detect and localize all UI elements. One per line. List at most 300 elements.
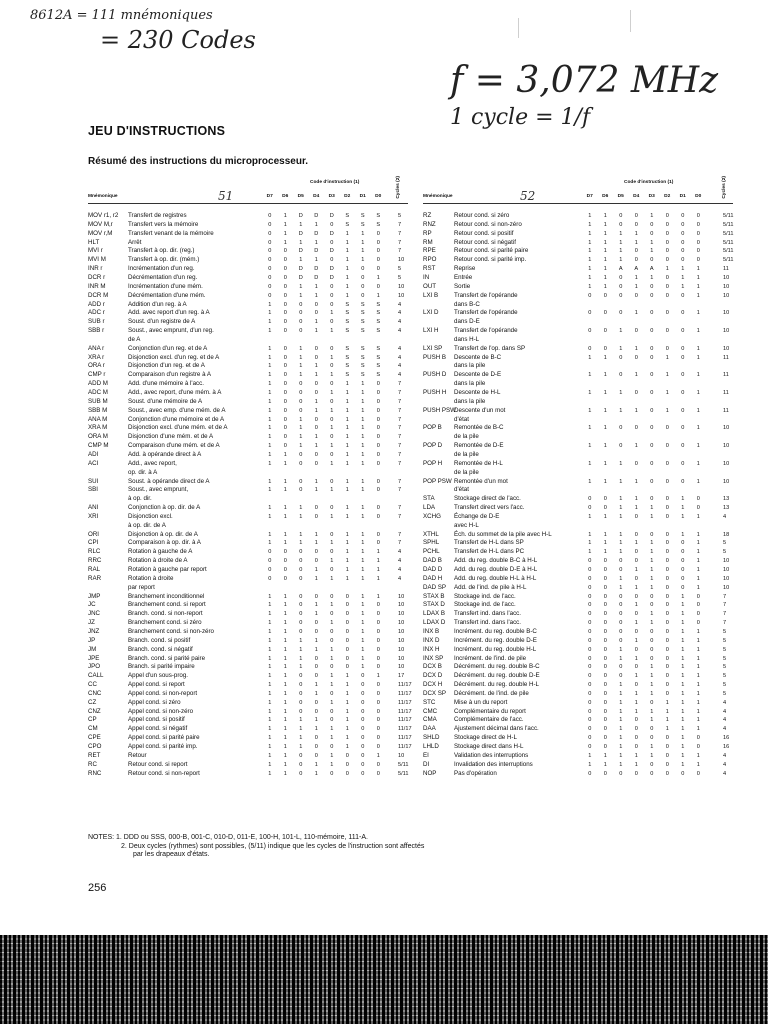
opcode-bit: 1 bbox=[330, 310, 334, 317]
row-description: Rotation à droite de A bbox=[128, 557, 188, 565]
row-cycles: 11 bbox=[723, 266, 729, 273]
opcode-bit: 1 bbox=[268, 717, 272, 724]
row-mnemonic: MOV M,r bbox=[88, 220, 113, 228]
row-cycles: 18 bbox=[723, 531, 730, 538]
opcode-bit: S bbox=[376, 319, 381, 326]
opcode-bit: 0 bbox=[619, 310, 623, 317]
row-mnemonic: LHLD bbox=[423, 743, 439, 750]
opcode-bit: 1 bbox=[345, 717, 349, 724]
opcode-bit: 0 bbox=[696, 735, 700, 742]
opcode-bit: 0 bbox=[634, 770, 638, 777]
opcode-bit: 1 bbox=[650, 620, 654, 627]
opcode-bit: 0 bbox=[345, 620, 349, 627]
opcode-bit: 1 bbox=[345, 443, 349, 450]
bit-header: D2 bbox=[344, 194, 351, 199]
row-mnemonic: POP D bbox=[423, 442, 443, 450]
opcode-bit: 0 bbox=[588, 575, 592, 582]
opcode-bit: 0 bbox=[299, 690, 303, 697]
row-cycles: 4 bbox=[398, 372, 402, 379]
opcode-bit: 1 bbox=[283, 655, 287, 662]
opcode-bit: 1 bbox=[268, 761, 272, 768]
opcode-bit: 1 bbox=[345, 248, 349, 255]
row-cycles: 7 bbox=[398, 230, 402, 237]
row-description: Appel cond. si zéro bbox=[128, 698, 181, 706]
opcode-bit: 1 bbox=[361, 620, 365, 627]
opcode-bit: 0 bbox=[376, 726, 380, 733]
opcode-bit: 0 bbox=[619, 664, 623, 671]
row-opcode-bits bbox=[582, 557, 706, 565]
row-opcode-bits bbox=[582, 566, 706, 574]
row-description: Transfert direct vers l'acc. bbox=[454, 504, 525, 512]
opcode-bit: 0 bbox=[376, 628, 380, 635]
opcode-bit: 1 bbox=[268, 664, 272, 671]
row-description: Transfert de l'op. dans SP bbox=[454, 344, 526, 352]
opcode-bit: 0 bbox=[665, 540, 669, 547]
row-description: d'état bbox=[454, 415, 469, 423]
opcode-bit: 1 bbox=[268, 726, 272, 733]
row-mnemonic: DAA bbox=[423, 725, 436, 733]
row-mnemonic: ADD M bbox=[88, 380, 108, 388]
opcode-bit: 0 bbox=[299, 558, 303, 565]
opcode-bit: 1 bbox=[361, 549, 365, 556]
opcode-bit: 1 bbox=[299, 434, 303, 441]
opcode-bit: 1 bbox=[283, 752, 287, 759]
row-opcode-bits bbox=[262, 504, 386, 512]
opcode-bit: S bbox=[360, 345, 365, 352]
row-description: Transfert à op. dir. (mém.) bbox=[128, 256, 200, 264]
opcode-bit: 1 bbox=[283, 620, 287, 627]
row-mnemonic: CPE bbox=[88, 734, 101, 742]
opcode-bit: 1 bbox=[681, 496, 685, 503]
row-mnemonic: XRI bbox=[88, 512, 99, 520]
row-cycles: 5 bbox=[723, 628, 727, 635]
opcode-bit: 1 bbox=[681, 531, 685, 538]
opcode-bit: 1 bbox=[696, 584, 700, 591]
opcode-bit: 0 bbox=[696, 505, 700, 512]
opcode-bit: 0 bbox=[619, 292, 623, 299]
row-mnemonic: SUB r bbox=[88, 318, 105, 326]
row-cycles: 5/11 bbox=[723, 221, 734, 228]
row-opcode-bits bbox=[582, 495, 706, 503]
opcode-bit: 0 bbox=[588, 602, 592, 609]
opcode-bit: 0 bbox=[330, 505, 334, 512]
opcode-bit: D bbox=[329, 230, 334, 237]
opcode-bit: 0 bbox=[634, 460, 638, 467]
row-cycles: 5/11 bbox=[398, 761, 409, 768]
opcode-bit: 1 bbox=[268, 381, 272, 388]
row-cycles: 10 bbox=[723, 345, 730, 352]
opcode-bit: 0 bbox=[665, 761, 669, 768]
opcode-bit: 1 bbox=[665, 354, 669, 361]
opcode-bit: 0 bbox=[299, 611, 303, 618]
opcode-bit: 0 bbox=[268, 292, 272, 299]
row-description: Échange de D-E bbox=[454, 512, 500, 520]
row-mnemonic: MOV r,M bbox=[88, 229, 113, 237]
opcode-bit: 1 bbox=[314, 363, 318, 370]
row-opcode-bits bbox=[262, 690, 386, 698]
row-cycles: 4 bbox=[723, 717, 727, 724]
opcode-bit: 1 bbox=[345, 558, 349, 565]
opcode-bit: 1 bbox=[665, 390, 669, 396]
row-opcode-bits bbox=[582, 371, 706, 379]
opcode-bit: 0 bbox=[681, 248, 685, 255]
opcode-bit: 1 bbox=[299, 744, 303, 750]
row-description: Comparaison à op. dir. à A bbox=[128, 539, 201, 547]
opcode-bit: 1 bbox=[299, 363, 303, 370]
opcode-bit: 0 bbox=[283, 319, 287, 326]
row-mnemonic: XRA r bbox=[88, 353, 105, 361]
opcode-bit: 1 bbox=[603, 239, 607, 246]
opcode-bit: 0 bbox=[376, 540, 380, 547]
opcode-bit: 1 bbox=[330, 513, 334, 520]
opcode-bit: 1 bbox=[283, 708, 287, 715]
opcode-bit: 1 bbox=[665, 699, 669, 706]
row-cycles: 11 bbox=[723, 407, 729, 414]
opcode-bit: 1 bbox=[283, 770, 287, 777]
opcode-bit: 1 bbox=[314, 398, 318, 405]
opcode-bit: 1 bbox=[330, 682, 334, 689]
row-description: à op. dir. de A bbox=[128, 521, 166, 529]
opcode-bit: 1 bbox=[268, 744, 272, 750]
opcode-bit: 1 bbox=[603, 283, 607, 290]
row-description: Stockage ind. de l'acc. bbox=[454, 601, 516, 609]
opcode-bit: 1 bbox=[634, 708, 638, 715]
row-description: d'état bbox=[454, 486, 469, 494]
row-description: Stockage ind. de l'acc. bbox=[454, 592, 516, 600]
opcode-bit: 0 bbox=[665, 328, 669, 335]
row-mnemonic: SUB M bbox=[88, 397, 108, 405]
opcode-bit: 0 bbox=[650, 496, 654, 503]
row-cycles: 11/17 bbox=[398, 717, 412, 724]
row-opcode-bits bbox=[582, 265, 706, 273]
opcode-bit: 1 bbox=[588, 443, 592, 450]
opcode-bit: 0 bbox=[330, 451, 334, 458]
note-line-3: par les drapeaux d'états. bbox=[133, 851, 210, 858]
opcode-bit: 0 bbox=[330, 478, 334, 485]
row-mnemonic: RC bbox=[88, 760, 97, 768]
right-header-cycles: Cycles (2) bbox=[722, 176, 727, 199]
row-mnemonic: SUI bbox=[88, 477, 99, 485]
opcode-bit: 0 bbox=[299, 381, 303, 388]
row-opcode-bits bbox=[582, 247, 706, 255]
opcode-bit: 0 bbox=[588, 310, 592, 317]
opcode-bit: 1 bbox=[299, 664, 303, 671]
opcode-bit: 1 bbox=[330, 372, 334, 379]
opcode-bit: 1 bbox=[619, 646, 623, 653]
opcode-bit: 0 bbox=[665, 221, 669, 228]
row-mnemonic: LXI H bbox=[423, 327, 439, 335]
opcode-bit: 1 bbox=[268, 345, 272, 352]
row-cycles: 17 bbox=[398, 673, 405, 680]
opcode-bit: 1 bbox=[634, 372, 638, 379]
opcode-bit: 1 bbox=[696, 761, 700, 768]
notes bbox=[88, 834, 424, 860]
row-description: Incrément. de l'ind. de pile bbox=[454, 654, 527, 662]
opcode-bit: 0 bbox=[376, 744, 380, 750]
opcode-bit: 1 bbox=[619, 735, 623, 742]
row-mnemonic: DCX D bbox=[423, 672, 443, 680]
row-mnemonic: SBB r bbox=[88, 327, 105, 335]
row-cycles: 5 bbox=[723, 673, 727, 680]
row-cycles: 5 bbox=[723, 637, 727, 644]
opcode-bit: 1 bbox=[681, 717, 685, 724]
row-cycles: 7 bbox=[398, 460, 402, 467]
opcode-bit: S bbox=[345, 372, 350, 379]
row-description: Retour cond. si négatif bbox=[454, 238, 516, 246]
row-opcode-bits bbox=[582, 690, 706, 698]
opcode-bit: 0 bbox=[376, 443, 380, 450]
opcode-bit: 1 bbox=[650, 513, 654, 520]
opcode-bit: 1 bbox=[634, 496, 638, 503]
opcode-bit: 1 bbox=[634, 274, 638, 281]
opcode-bit: 0 bbox=[603, 690, 607, 697]
row-opcode-bits bbox=[262, 460, 386, 468]
opcode-bit: 0 bbox=[650, 292, 654, 299]
row-description: Add. du reg. double D-E à H-L bbox=[454, 566, 538, 573]
opcode-bit: S bbox=[345, 345, 350, 352]
row-description: Add. à opérande direct à A bbox=[128, 450, 202, 458]
row-mnemonic: DAD H bbox=[423, 574, 443, 582]
opcode-bit: 0 bbox=[696, 620, 700, 627]
opcode-bit: 0 bbox=[619, 770, 623, 777]
opcode-bit: 1 bbox=[650, 752, 654, 759]
row-opcode-bits bbox=[262, 309, 386, 317]
opcode-bit: 1 bbox=[268, 390, 272, 396]
right-header-mnemonic: Mnémonique bbox=[423, 194, 453, 199]
row-cycles: 11 bbox=[723, 390, 729, 396]
opcode-bit: 1 bbox=[588, 549, 592, 556]
opcode-bit: 1 bbox=[619, 752, 623, 759]
opcode-bit: 0 bbox=[376, 682, 380, 689]
row-mnemonic: JNC bbox=[88, 610, 101, 618]
row-description: Décrément. du reg. double H-L bbox=[454, 681, 539, 689]
opcode-bit: 0 bbox=[283, 381, 287, 388]
opcode-bit: 1 bbox=[283, 637, 287, 644]
row-mnemonic: DI bbox=[423, 760, 430, 768]
opcode-bit: 0 bbox=[588, 345, 592, 352]
row-description: Soust., avec emprunt, bbox=[128, 486, 189, 494]
opcode-bit: 1 bbox=[634, 637, 638, 644]
opcode-bit: 0 bbox=[650, 310, 654, 317]
opcode-bit: 0 bbox=[268, 567, 272, 573]
opcode-bit: 0 bbox=[283, 398, 287, 405]
opcode-bit: 0 bbox=[681, 407, 685, 414]
row-cycles: 5 bbox=[723, 540, 727, 547]
row-description: Soust. d'un registre de A bbox=[128, 318, 196, 326]
opcode-bit: 1 bbox=[361, 593, 365, 600]
opcode-bit: 0 bbox=[665, 646, 669, 653]
row-cycles: 7 bbox=[398, 407, 402, 414]
opcode-bit: 1 bbox=[603, 531, 607, 538]
opcode-bit: 1 bbox=[634, 690, 638, 697]
opcode-bit: 1 bbox=[299, 513, 303, 520]
opcode-bit: 0 bbox=[696, 611, 700, 618]
row-description: Disjonction excl. d'un reg. et de A bbox=[128, 353, 220, 361]
row-cycles: 4 bbox=[723, 752, 727, 759]
opcode-bit: 1 bbox=[603, 266, 607, 273]
opcode-bit: 0 bbox=[650, 328, 654, 335]
row-mnemonic: PCHL bbox=[423, 548, 440, 556]
opcode-bit: 0 bbox=[330, 239, 334, 246]
opcode-bit: 0 bbox=[665, 575, 669, 582]
opcode-bit: 1 bbox=[376, 673, 380, 680]
row-opcode-bits bbox=[582, 292, 706, 300]
opcode-bit: 1 bbox=[314, 726, 318, 733]
row-description: Retour cond. si non-zéro bbox=[454, 220, 522, 228]
row-opcode-bits bbox=[582, 672, 706, 680]
row-opcode-bits bbox=[582, 504, 706, 512]
opcode-bit: 0 bbox=[314, 381, 318, 388]
opcode-bit: 0 bbox=[299, 310, 303, 317]
opcode-bit: 1 bbox=[268, 513, 272, 520]
opcode-bit: D bbox=[298, 266, 303, 273]
opcode-bit: 0 bbox=[681, 540, 685, 547]
opcode-bit: 1 bbox=[650, 664, 654, 671]
row-description: Comparaison d'un registre à A bbox=[128, 371, 212, 379]
opcode-bit: 0 bbox=[634, 593, 638, 600]
opcode-bit: 0 bbox=[619, 283, 623, 290]
opcode-bit: 0 bbox=[588, 708, 592, 715]
opcode-bit: 0 bbox=[665, 620, 669, 627]
opcode-bit: S bbox=[376, 310, 381, 317]
bit-header: D3 bbox=[648, 194, 655, 199]
row-description: de la pile bbox=[454, 433, 479, 441]
opcode-bit: 1 bbox=[314, 478, 318, 485]
opcode-bit: 1 bbox=[696, 531, 700, 538]
opcode-bit: 1 bbox=[283, 478, 287, 485]
opcode-bit: D bbox=[298, 248, 303, 255]
opcode-bit: 0 bbox=[361, 761, 365, 768]
row-mnemonic: EI bbox=[423, 751, 429, 759]
row-mnemonic: INX SP bbox=[423, 654, 444, 662]
row-opcode-bits bbox=[262, 256, 386, 264]
opcode-bit: 0 bbox=[314, 301, 318, 308]
opcode-bit: 0 bbox=[330, 531, 334, 538]
opcode-bit: 0 bbox=[588, 770, 592, 777]
left-page-mark: 51 bbox=[218, 189, 234, 203]
opcode-bit: 0 bbox=[330, 549, 334, 556]
row-cycles: 10 bbox=[723, 443, 730, 450]
opcode-bit: 1 bbox=[361, 628, 365, 635]
opcode-bit: 0 bbox=[588, 690, 592, 697]
opcode-bit: 1 bbox=[283, 761, 287, 768]
opcode-bit: 1 bbox=[588, 248, 592, 255]
opcode-bit: 0 bbox=[650, 699, 654, 706]
opcode-bit: 1 bbox=[619, 513, 623, 520]
opcode-bit: 1 bbox=[634, 673, 638, 680]
opcode-bit: 0 bbox=[299, 478, 303, 485]
opcode-bit: 0 bbox=[299, 487, 303, 494]
opcode-bit: 1 bbox=[361, 434, 365, 441]
row-cycles: 10 bbox=[398, 602, 405, 609]
opcode-bit: 1 bbox=[619, 584, 623, 591]
opcode-bit: 0 bbox=[681, 549, 685, 556]
opcode-bit: 1 bbox=[619, 717, 623, 724]
opcode-bit: 1 bbox=[268, 708, 272, 715]
opcode-bit: 1 bbox=[650, 505, 654, 512]
row-cycles: 7 bbox=[398, 398, 402, 405]
opcode-bit: 1 bbox=[361, 416, 365, 423]
row-opcode-bits bbox=[262, 230, 386, 238]
opcode-bit: 0 bbox=[665, 673, 669, 680]
opcode-bit: 0 bbox=[696, 770, 700, 777]
opcode-bit: 0 bbox=[603, 646, 607, 653]
row-opcode-bits bbox=[582, 619, 706, 627]
opcode-bit: 1 bbox=[283, 690, 287, 697]
opcode-bit: 1 bbox=[268, 531, 272, 538]
opcode-bit: 0 bbox=[650, 407, 654, 414]
opcode-bit: 0 bbox=[376, 398, 380, 405]
opcode-bit: 0 bbox=[634, 628, 638, 635]
row-description: Soust. d'une mémoire de A bbox=[128, 397, 203, 405]
opcode-bit: 1 bbox=[361, 390, 365, 396]
opcode-bit: 0 bbox=[603, 310, 607, 317]
opcode-bit: 1 bbox=[283, 487, 287, 494]
opcode-bit: 1 bbox=[588, 540, 592, 547]
opcode-bit: 1 bbox=[361, 381, 365, 388]
row-cycles: 4 bbox=[723, 726, 727, 733]
opcode-bit: 1 bbox=[314, 575, 318, 582]
opcode-bit: 1 bbox=[268, 540, 272, 547]
row-opcode-bits bbox=[262, 539, 386, 547]
row-description: Soust., avec emp. d'une mém. de A bbox=[128, 406, 226, 414]
row-cycles: 11 bbox=[723, 372, 729, 379]
row-description: Remontée de H-L bbox=[454, 459, 503, 467]
opcode-bit: 0 bbox=[603, 699, 607, 706]
opcode-bit: 1 bbox=[603, 407, 607, 414]
row-opcode-bits bbox=[262, 770, 386, 778]
opcode-bit: S bbox=[376, 328, 381, 335]
opcode-bit: 0 bbox=[283, 248, 287, 255]
row-description: Transfert à op. dir. (reg.) bbox=[128, 247, 195, 255]
opcode-bit: 1 bbox=[299, 726, 303, 733]
opcode-bit: 0 bbox=[681, 584, 685, 591]
opcode-bit: 1 bbox=[361, 567, 365, 573]
opcode-bit: 1 bbox=[299, 345, 303, 352]
opcode-bit: 0 bbox=[681, 328, 685, 335]
opcode-bit: 1 bbox=[588, 221, 592, 228]
row-mnemonic: RPE bbox=[423, 247, 436, 255]
row-opcode-bits bbox=[582, 770, 706, 778]
opcode-bit: 0 bbox=[330, 283, 334, 290]
opcode-bit: 0 bbox=[603, 744, 607, 750]
row-mnemonic: PUSH B bbox=[423, 353, 447, 361]
opcode-bit: 1 bbox=[634, 699, 638, 706]
row-opcode-bits bbox=[582, 327, 706, 335]
row-opcode-bits bbox=[582, 601, 706, 609]
opcode-bit: 0 bbox=[665, 292, 669, 299]
opcode-bit: 1 bbox=[314, 646, 318, 653]
opcode-bit: 1 bbox=[330, 761, 334, 768]
opcode-bit: 1 bbox=[681, 628, 685, 635]
opcode-bit: 1 bbox=[696, 690, 700, 697]
opcode-bit: 0 bbox=[345, 761, 349, 768]
opcode-bit: 0 bbox=[650, 283, 654, 290]
opcode-bit: 0 bbox=[268, 221, 272, 228]
opcode-bit: 1 bbox=[330, 558, 334, 565]
opcode-bit: S bbox=[376, 301, 381, 308]
row-opcode-bits bbox=[262, 292, 386, 300]
opcode-bit: 0 bbox=[603, 558, 607, 565]
opcode-bit: 0 bbox=[314, 708, 318, 715]
opcode-bit: 0 bbox=[314, 655, 318, 662]
opcode-bit: 1 bbox=[696, 682, 700, 689]
row-description: Add. d'une mémoire à l'acc. bbox=[128, 380, 204, 388]
opcode-bit: D bbox=[314, 230, 319, 237]
row-description: Transfert de l'opérande bbox=[454, 327, 518, 335]
opcode-bit: 0 bbox=[588, 664, 592, 671]
opcode-bit: 1 bbox=[619, 531, 623, 538]
